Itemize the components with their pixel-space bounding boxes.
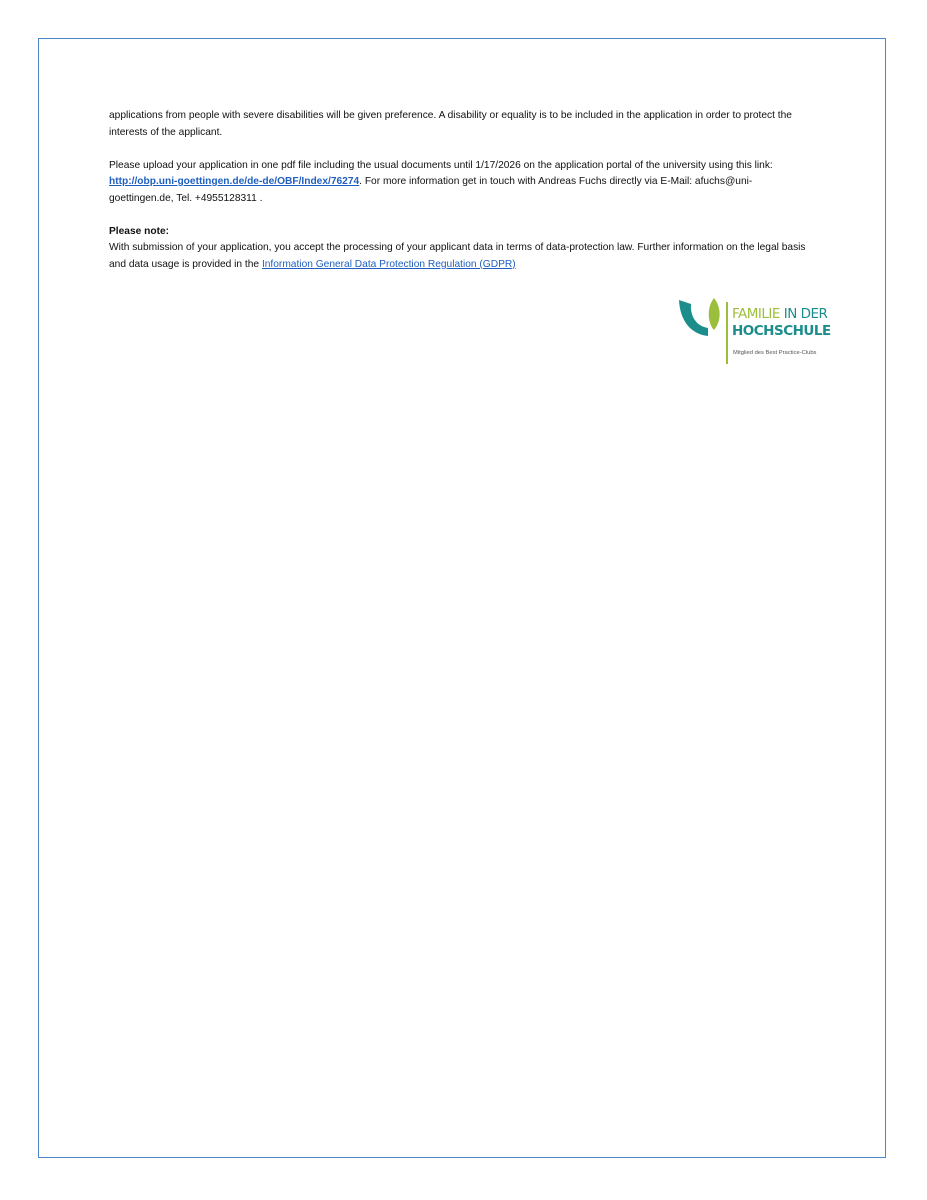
disability-paragraph: applications from people with severe disabilities will be given preference. A disability or equality is to be included in the application in order to protect the interests of the applicant. xyxy=(109,110,792,138)
familie-in-der-hochschule-logo xyxy=(676,296,836,368)
logo-divider xyxy=(726,302,728,364)
logo-mark-icon xyxy=(676,296,724,342)
document-body xyxy=(109,108,809,290)
logo-line-2: HOCHSCHULE xyxy=(732,323,831,339)
note-text: With submission of your application, you accept the processing of your applicant data in terms of data-protection law. Further information on the legal basis and data usage is provided in the xyxy=(109,242,806,270)
logo-subtitle: Mitglied des Best Practice-Clubs xyxy=(733,350,817,356)
application-portal-link[interactable]: http://obp.uni-goettingen.de/de-de/OBF/Index/76274 xyxy=(109,176,360,187)
application-text-start: Please upload your application in one pdf file including the usual documents until 1/17/2026 on the application portal of the university using this link: xyxy=(109,159,773,171)
application-text-end: . For more information get in touch with Andreas Fuchs directly via E-Mail: afuchs@uni-goettingen.de, Tel. +4955128311 . xyxy=(109,176,753,204)
note-section xyxy=(109,224,809,274)
application-paragraph xyxy=(109,158,809,208)
note-heading: Please note: xyxy=(109,225,170,237)
gdpr-link[interactable]: Information General Data Protection Regulation (GDPR) xyxy=(261,258,516,270)
logo-line-1: FAMILIE IN DER xyxy=(732,306,828,322)
